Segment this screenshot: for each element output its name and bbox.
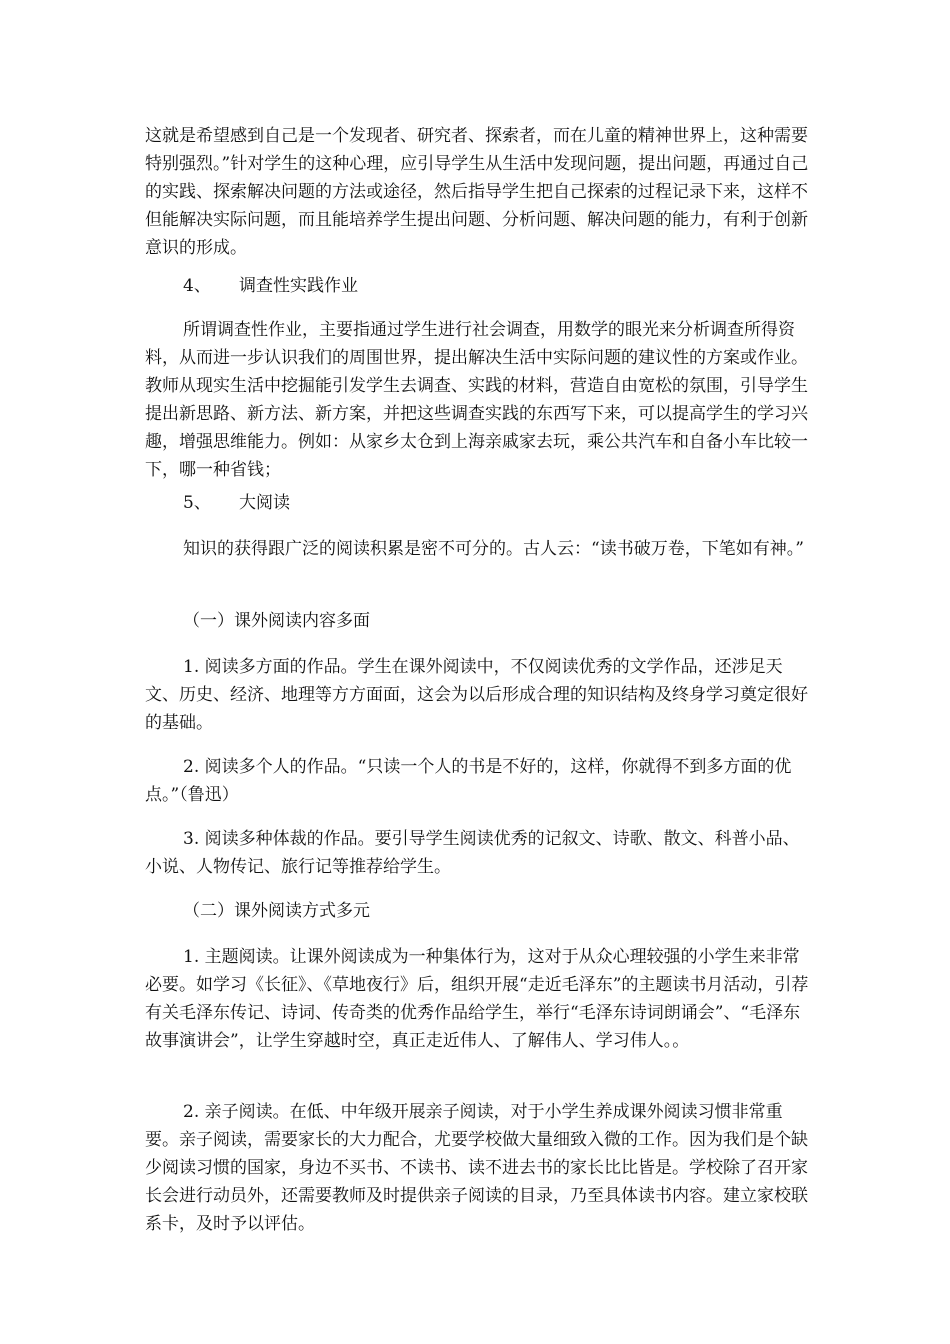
paragraph-creative-awareness: 这就是希望感到自己是一个发现者、研究者、探索者，而在儿童的精神世界上，这种需要特别强烈。”针对学生的这种心理，应引导学生从生活中发现问题，提出问题，再通过自己的实践、探索解决问题的方法或途径，然后指导学生把自己探索的过程记录下来，这样不但能解决实际问题，而且能培养学生提出问题、分析问题、解决问题的能力，有利于创新意识的形成。: [145, 126, 809, 258]
subheading-reading-methods: （二）课外阅读方式多元: [183, 901, 370, 921]
paragraph-reading-content-2: 2. 阅读多个人的作品。“只读一个人的书是不好的，这样，你就得不到多方面的优点。”（鲁迅）: [145, 757, 792, 805]
paragraph-survey-homework: 所谓调查性作业，主要指通过学生进行社会调查，用数学的眼光来分析调查所得资料，从而进一步认识我们的周围世界，提出解决生活中实际问题的建议性的方案或作业。教师从现实生活中挖掘能引发学生去调查、实践的材料，营造自由宽松的氛围，引导学生提出新思路、新方法、新方案，并把这些调查实践的东西写下来，可以提高学生的学习兴趣，增强思维能力。例如：从家乡太仓到上海亲戚家去玩，乘公共汽车和自备小车比较一下，哪一种省钱；: [145, 320, 808, 480]
paragraph-reading-intro: 知识的获得跟广泛的阅读积累是密不可分的。古人云：“读书破万卷，下笔如有神。”: [183, 539, 804, 559]
paragraph-reading-content-3: 3. 阅读多种体裁的作品。要引导学生阅读优秀的记叙文、诗歌、散文、科普小品、小说、人物传记、旅行记等推荐给学生。: [145, 829, 800, 877]
heading-number: 5、: [183, 493, 211, 513]
paragraph-reading-content-1: 1. 阅读多方面的作品。学生在课外阅读中，不仅阅读优秀的文学作品，还涉足天文、历史、经济、地理等方方面面，这会为以后形成合理的知识结构及终身学习奠定很好的基础。: [145, 657, 808, 733]
paragraph-reading-method-2: 2. 亲子阅读。在低、中年级开展亲子阅读，对于小学生养成课外阅读习惯非常重要。亲子阅读，需要家长的大力配合，尤要学校做大量细致入微的工作。因为我们是个缺少阅读习惯的国家，身边不买书、不读书、读不进去书的家长比比皆是。学校除了召开家长会进行动员外，还需要教师及时提供亲子阅读的目录，乃至具体读书内容。建立家校联系卡，及时予以评估。: [145, 1102, 808, 1234]
heading-survey-homework: [183, 272, 783, 300]
paragraph-reading-method-1: 1. 主题阅读。让课外阅读成为一种集体行为，这对于从众心理较强的小学生来非常必要。如学习《长征》、《草地夜行》后，组织开展“走近毛泽东”的主题读书月活动，引荐有关毛泽东传记、诗词、传奇类的优秀作品给学生，举行“毛泽东诗词朗诵会”、“毛泽东故事演讲会”，让学生穿越时空，真正走近伟人、了解伟人、学习伟人。。: [145, 947, 809, 1051]
subheading-reading-content: （一）课外阅读内容多面: [183, 611, 370, 631]
heading-title: 调查性实践作业: [239, 276, 358, 296]
heading-title: 大阅读: [239, 493, 290, 513]
heading-big-reading: [183, 489, 783, 517]
heading-number: 4、: [183, 276, 211, 296]
